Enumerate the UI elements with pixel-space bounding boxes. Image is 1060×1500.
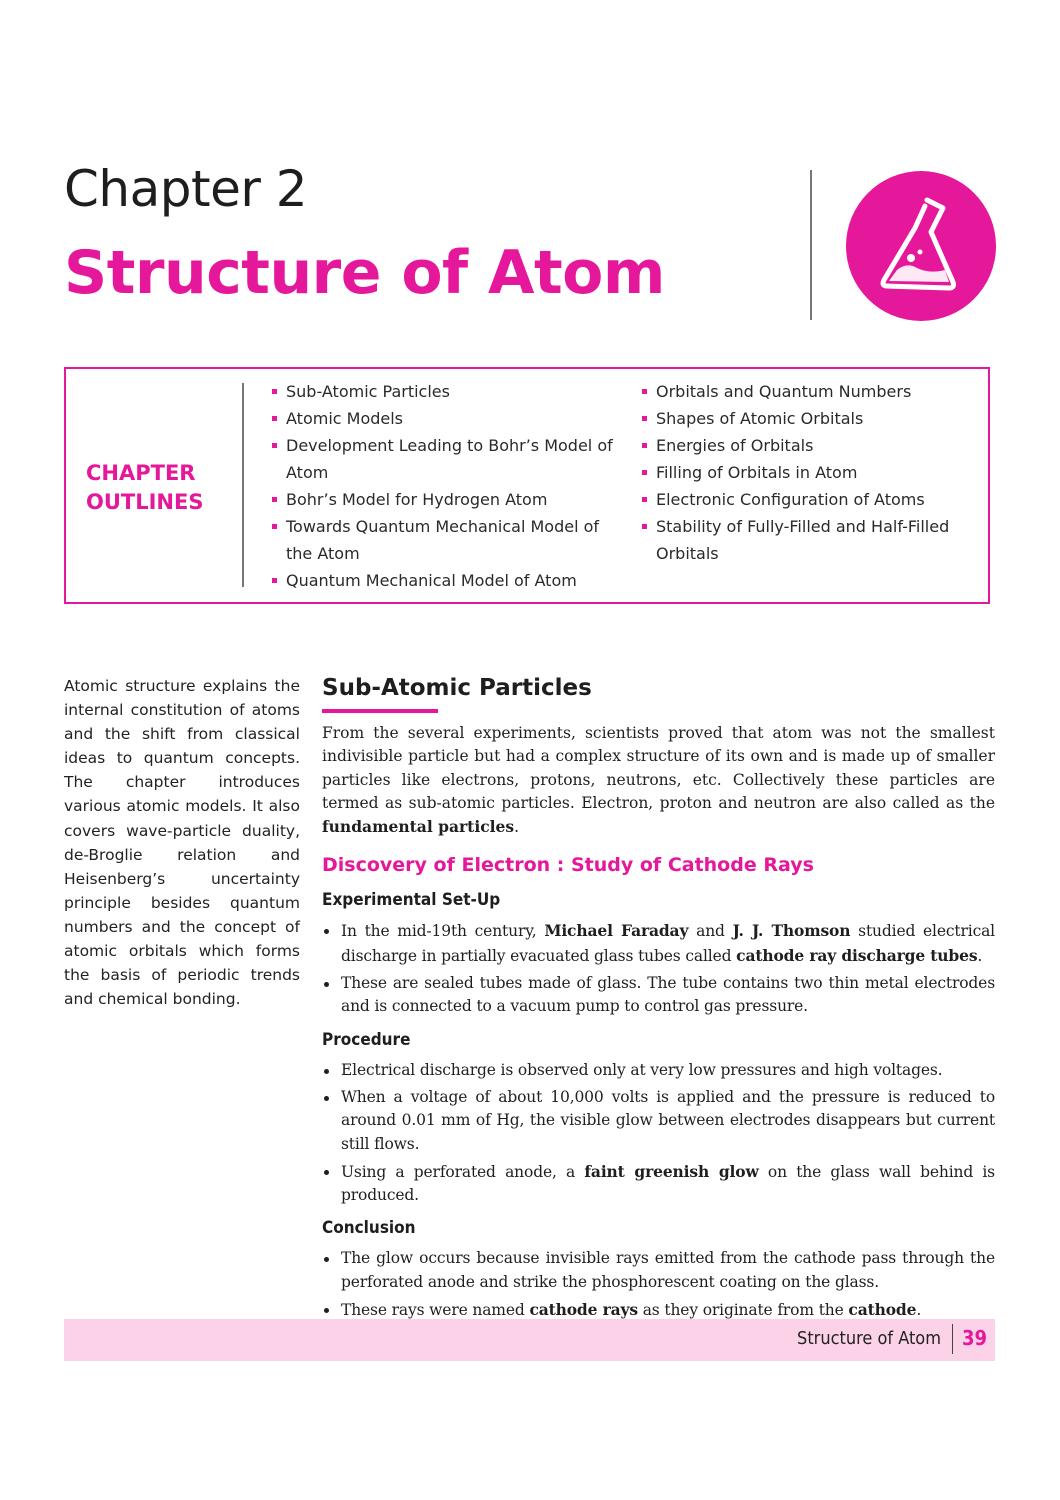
footer-title: Structure of Atom	[797, 1328, 941, 1349]
procedure-list	[322, 1059, 995, 1208]
outline-item: Development Leading to Bohr’s Model of Atom	[270, 432, 620, 486]
outline-item: Sub-Atomic Particles	[270, 378, 620, 405]
chapter-title: Structure of Atom	[64, 238, 665, 308]
outline-item: Filling of Orbitals in Atom	[640, 459, 985, 486]
list-item: The glow occurs because invisible rays emitted from the cathode pass through the perforated anode and strike the phosphorescent coating on the glass.	[322, 1247, 995, 1294]
footer-divider	[952, 1324, 954, 1354]
outlines-column-1	[270, 378, 620, 594]
outline-item: Quantum Mechanical Model of Atom	[270, 567, 620, 594]
conclusion-heading: Conclusion	[322, 1218, 416, 1239]
outline-item: Bohr’s Model for Hydrogen Atom	[270, 486, 620, 513]
section-title-underline	[322, 709, 438, 713]
outline-item: Shapes of Atomic Orbitals	[640, 405, 985, 432]
section-paragraph: From the several experiments, scientists proved that atom was not the smallest indivisible particle but had a complex structure of its own and is made up of smaller particles like electrons, protons, neutrons, etc. Collectively these particles are termed as sub-atomic particles. Electron, proton and neutron are also called as the fundamental particles.	[322, 724, 995, 837]
outlines-column-2	[640, 378, 985, 567]
outline-item: Electronic Configuration of Atoms	[640, 486, 985, 513]
main-content	[322, 672, 995, 1326]
setup-list	[322, 919, 995, 1018]
list-item: Electrical discharge is observed only at very low pressures and high voltages.	[322, 1059, 995, 1082]
outlines-divider	[242, 383, 244, 587]
chapter-outlines-box	[64, 367, 990, 604]
chapter-label: Chapter 2	[64, 160, 308, 218]
header-divider	[810, 170, 812, 320]
list-item: When a voltage of about 10,000 volts is applied and the pressure is reduced to around 0.01 mm of Hg, the visible glow between electrodes disappears but current still flows.	[322, 1086, 995, 1156]
list-item: Using a perforated anode, a faint greenish glow on the glass wall behind is produced.	[322, 1160, 995, 1208]
chapter-intro: Atomic structure explains the internal constitution of atoms and the shift from classical ideas to quantum concepts. The chapter introduces various atomic models. It also covers wave-particle duality, de-Broglie relation and Heisenberg’s uncertainty principle besides quantum numbers and the concept of atomic orbitals which forms the basis of periodic trends and chemical bonding.	[64, 677, 300, 1009]
page-footer	[64, 1319, 995, 1361]
list-item: These are sealed tubes made of glass. The tube contains two thin metal electrodes and is connected to a vacuum pump to control gas pressure.	[322, 972, 995, 1019]
outline-item: Towards Quantum Mechanical Model of the Atom	[270, 513, 620, 567]
list-item: In the mid-19th century, Michael Faraday and J. J. Thomson studied electrical discharge in partially evacuated glass tubes called cathode ray discharge tubes.	[322, 919, 995, 968]
outline-item: Orbitals and Quantum Numbers	[640, 378, 985, 405]
setup-heading: Experimental Set-Up	[322, 890, 501, 911]
outline-item: Atomic Models	[270, 405, 620, 432]
section-title: Sub-Atomic Particles	[322, 675, 592, 701]
outlines-heading: CHAPTER OUTLINES	[86, 461, 204, 514]
subsection-title: Discovery of Electron : Study of Cathode Rays	[322, 854, 814, 877]
flask-icon	[845, 170, 997, 322]
outline-item: Stability of Fully-Filled and Half-Filled Orbitals	[640, 513, 985, 567]
page-number: 39	[961, 1326, 987, 1350]
conclusion-list	[322, 1247, 995, 1322]
list-item: These rays were named cathode rays as they originate from the cathode.	[322, 1298, 995, 1322]
outline-item: Energies of Orbitals	[640, 432, 985, 459]
procedure-heading: Procedure	[322, 1029, 411, 1050]
